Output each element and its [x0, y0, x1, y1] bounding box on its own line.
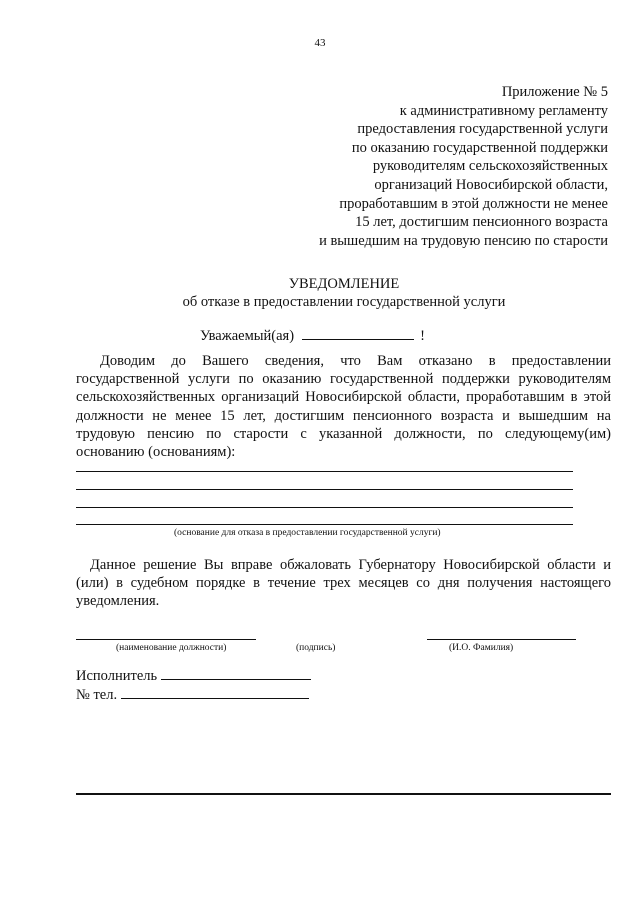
phone-label: № тел.	[76, 687, 118, 703]
reason-line[interactable]	[76, 524, 573, 525]
position-line[interactable]	[76, 639, 256, 640]
annex-line: руководителям сельскохозяйственных	[372, 158, 608, 175]
position-caption: (наименование должности)	[116, 643, 227, 653]
annex-line: по оказанию государственной поддержки	[351, 139, 608, 156]
annex-header	[278, 83, 608, 250]
reason-line[interactable]	[76, 507, 573, 508]
footer-divider	[76, 793, 611, 795]
reason-caption: (основание для отказа в предоставлении государственной услуги)	[174, 528, 441, 538]
annex-line: к административному регламенту	[399, 102, 608, 119]
notice-heading	[0, 275, 640, 311]
phone-field[interactable]	[121, 686, 309, 699]
greeting-line	[200, 326, 425, 345]
page-number: 43	[314, 37, 326, 49]
reason-line[interactable]	[76, 489, 573, 490]
phone-row	[76, 686, 309, 704]
salutation: Уважаемый(ая)	[200, 328, 295, 344]
appeal-paragraph: Данное решение Вы вправе обжаловать Губернатору Новосибирской области и (или) в судебном порядке в течение трех месяцев со дня получения настоящего уведомления.	[76, 557, 611, 610]
reason-line[interactable]	[76, 471, 573, 472]
name-line[interactable]	[427, 639, 576, 640]
executor-row	[76, 667, 311, 685]
sign-caption: (подпись)	[296, 643, 336, 653]
notice-title: УВЕДОМЛЕНИЕ	[288, 276, 400, 292]
name-caption: (И.О. Фамилия)	[449, 643, 514, 653]
refusal-paragraph: Доводим до Вашего сведения, что Вам отказано в предоставлении государственной услуги по оказанию государственной поддержки руководителям сельскохозяйственных организаций Новосибирской области, проработавшим в этой должности не менее 15 лет, достигшим пенсионного возраста и вышедшим на трудовую пенсию по старости с указанной должности, по следующему(им) основанию (основаниям):	[76, 353, 611, 461]
annex-line: и вышедшим на трудовую пенсию по старости	[319, 232, 608, 249]
annex-line: предоставления государственной услуги	[357, 121, 608, 138]
salutation-end: !	[420, 328, 425, 344]
annex-line: проработавшим в этой должности не менее	[339, 195, 608, 212]
notice-subtitle: об отказе в предоставлении государственной услуги	[182, 294, 506, 310]
annex-line: Приложение № 5	[501, 84, 608, 100]
annex-line: организаций Новосибирской области,	[374, 176, 608, 193]
recipient-name-field[interactable]	[302, 326, 414, 340]
executor-label: Исполнитель	[76, 668, 158, 684]
executor-field[interactable]	[161, 667, 311, 680]
annex-line: 15 лет, достигшим пенсионного возраста	[355, 214, 608, 231]
